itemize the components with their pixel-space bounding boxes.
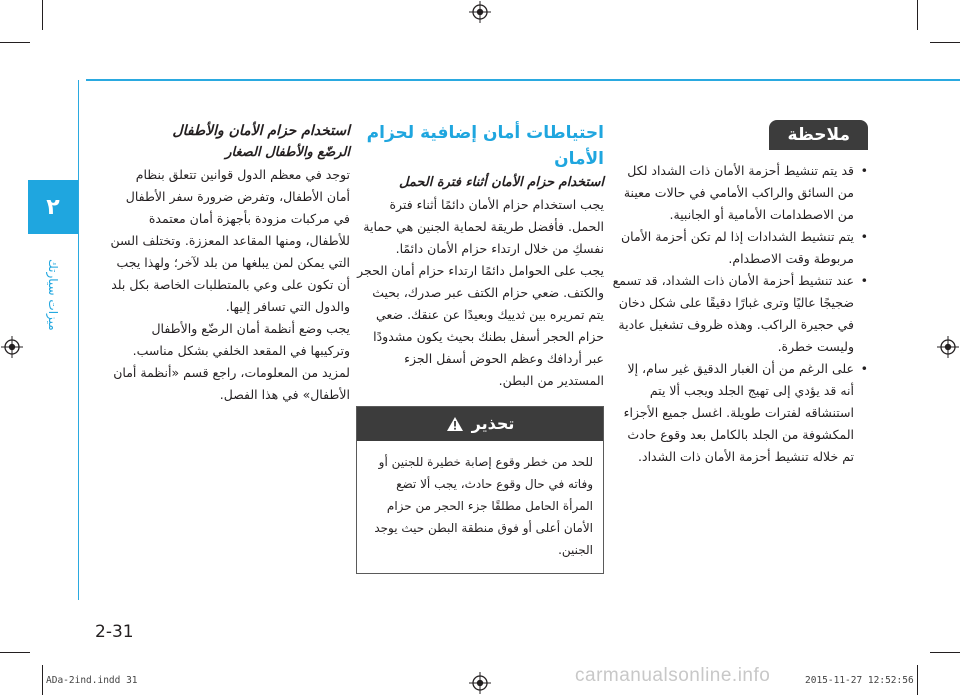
crop-mark (0, 42, 30, 43)
section-heading: احتياطات أمان إضافية لحزام الأمان (366, 123, 604, 169)
list-item: • قد يتم تنشيط أحزمة الأمان ذات الشداد لكل من السائق والراكب الأمامي في حالات معينة من الاصطدامات الأمامية أو الجانبية. (612, 160, 868, 226)
chapter-tab: ٢ (28, 180, 78, 234)
header-rule (86, 79, 960, 81)
pregnancy-section (356, 120, 604, 574)
crop-mark (0, 652, 30, 653)
crop-mark (917, 0, 918, 30)
warning-title: تحذير (471, 414, 515, 433)
list-item: • عند تنشيط أحزمة الأمان ذات الشداد، قد تسمع ضجيجًا عاليًا وترى غبارًا دقيقًا على شكل دخان في حجيرة الراكب. وهذه ظروف تشغيل عادية وليست خطرة. (612, 270, 868, 358)
registration-mark-icon (937, 336, 959, 358)
paragraph: توجد في معظم الدول قوانين تتعلق بنظام أمان الأطفال، وتفرض ضرورة سفر الأطفال في مركبات مزودة بأجهزة أمان معتمدة للأطفال، ومنها المقاعد المعززة. وتختلف السن التي يمكن لمن يبلغها من بلد لآخر؛ ولهذا يجب أن تكون على وعي بالمتطلبات الخاصة بكل بلد والدول التي تسافر إليها. (110, 167, 350, 314)
crop-mark (930, 42, 960, 43)
warning-header (357, 407, 603, 441)
sidebar-rule (78, 80, 79, 600)
file-info: ADa-2ind.indd 31 (46, 675, 138, 686)
section-heading: استخدام حزام الأمان والأطفال (172, 123, 350, 139)
crop-mark (42, 0, 43, 30)
crop-mark (42, 665, 43, 695)
chapter-label: ميزات سيارتك (46, 259, 60, 331)
watermark: carmanualsonline.info (575, 665, 771, 686)
paragraph: يجب وضع أنظمة أمان الرضّع والأطفال وتركيبها في المقعد الخلفي بشكل مناسب. لمزيد من المعلومات، راجع قسم «أنظمة أمان الأطفال» في هذا الفصل. (113, 321, 350, 402)
section-subheading: استخدام حزام الأمان أثناء فترة الحمل (399, 175, 604, 190)
section-subheading: الرضّع والأطفال الصغار (225, 145, 350, 160)
note-column (612, 120, 868, 468)
paragraph: يجب استخدام حزام الأمان دائمًا أثناء فترة الحمل. فأفضل طريقة لحماية الجنين هي حماية نفسكِ من خلال ارتداء حزام الأمان دائمًا. (363, 197, 604, 256)
note-list (612, 160, 868, 468)
warning-text: للحد من خطر وقوع إصابة خطيرة للجنين أو وفاته في حال وقوع حادث، يجب ألا تضع المرأة الحامل مطلقًا جزء الحجر من حزام الأمان أعلى أو فوق منطقة البطن حيث يوجد الجنين. (374, 455, 593, 557)
list-item: • يتم تنشيط الشدادات إذا لم تكن أحزمة الأمان مربوطة وقت الاصطدام. (612, 226, 868, 270)
list-item: • على الرغم من أن الغبار الدقيق غير سام، إلا أنه قد يؤدي إلى تهيج الجلد ويجب ألا يتم استنشاقه لفترات طويلة. اغسل جميع الأجزاء المكشوفة من الجلد بالكامل بعد وقوع حادث تم خلاله تنشيط أحزمة الأمان ذات الشداد. (612, 358, 868, 468)
crop-mark (930, 652, 960, 653)
registration-mark-icon (469, 1, 491, 23)
print-timestamp: 2015-11-27 12:52:56 (805, 675, 914, 686)
crop-mark (917, 665, 918, 695)
note-title: ملاحظة (769, 120, 868, 150)
page-number: 2-31 (95, 622, 134, 642)
registration-mark-icon (469, 672, 491, 694)
warning-box (356, 406, 604, 574)
warning-triangle-icon (446, 416, 464, 432)
paragraph: يجب على الحوامل دائمًا ارتداء حزام أمان الحجر والكتف. ضعي حزام الكتف عبر صدرك، بحيث يتم تمريره بين ثدييك وبعيدًا عن عنقك. ضعي حزام الحجر أسفل بطنك بحيث يكون مشدودًا عبر أردافك وعظم الحوض أسفل الجزء المستدير من البطن. (357, 263, 604, 388)
children-section (110, 120, 350, 406)
registration-mark-icon (1, 336, 23, 358)
